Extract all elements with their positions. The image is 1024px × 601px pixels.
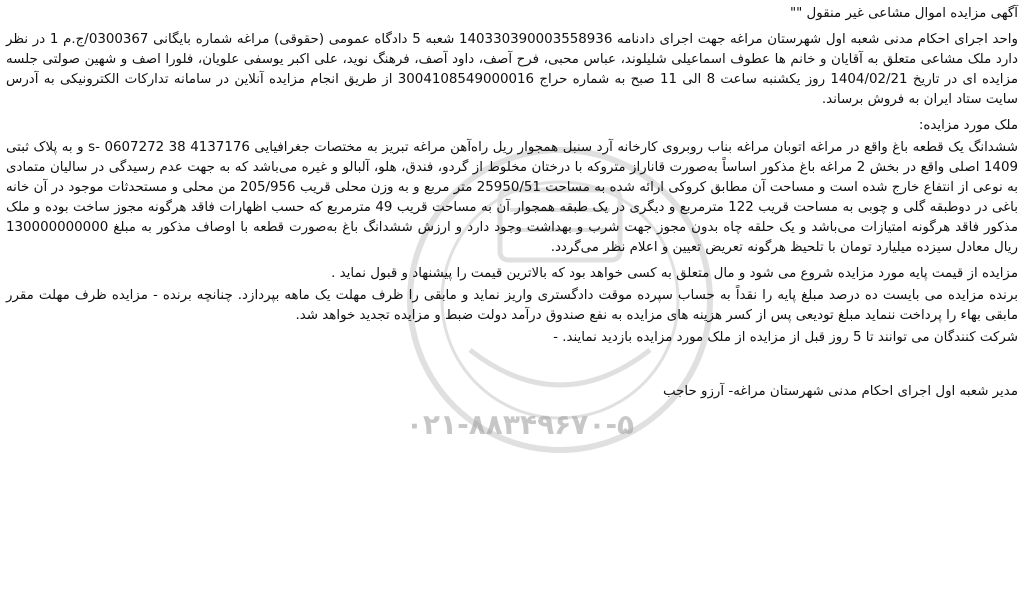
terms-paragraph-2: برنده مزایده می بایست ده درصد مبلغ پایه را نقداً به حساب سپرده موقت دادگستری واریز نماید و مابقی را ظرف مهلت یک ماهه بپردازد. چنانچه برنده - مزایده ظرف مهلت مقرر مابقی بهاء را پرداخت ننماید مبلغ تودیعی پس از کسر هزینه های مزایده به نفع صندوق درآمد دولت ضبط و مزایده تجدید خواهد شد. — [6, 288, 1018, 323]
signature-line: مدیر شعبه اول اجرای احکام مدنی شهرستان مراغه- آرزو حاجب — [662, 384, 1018, 399]
watermark-phone: ۰۲۱-۸۸۳۴۹۶۷۰-۵ — [405, 408, 635, 441]
terms-paragraph-1: مزایده از قیمت پایه مورد مزایده شروع می شود و مال متعلق به کسی خواهد بود که بالاترین قیمت را پیشنهاد و قبول نماید . — [331, 266, 1018, 281]
property-description: ششدانگ یک قطعه باغ واقع در مراغه اتوبان مراغه بناب روبروی کارخانه آرد سنبل همجوار ریل راه‌آهن مراغه تبریز به مختصات جغرافیایی 4137176 s- 0607272 38 و به پلاک ثبتی 1409 اصلی واقع در بخش 2 مراغه باغ مذکور اساساً به‌صورت قاناراز متروکه با درختان مخلوط از گردو، فندق، هلو، آلبالو و غیره می‌باشد که به جهت عدم رسیدگی در سالیان متمادی به نوعی از انتفاع خارج شده است و مساحت آن مطابق کروکی ارائه شده به مساحت 25950/51 متر مربع و به وزن محلی قریب 205/956 من محلی و مستحدثات موجود در آن خانه باغی در دوطبقه گلی و چوبی به مساحت قریب 122 مترمربع و دیگری در یک طبقه همجوار آن به مساحت قریب 49 مترمربع که حسب اظهارات فاقد هرگونه مجوز ساخت بوده و ملک مذکور فاقد هرگونه امتیازات می‌باشد و یک حلقه چاه بدون مجوز جهت شرب و بهداشت وجود دارد و ارزش ششدانگ باغ به‌صورت قطعه با اوصاف مذکور به مبلغ 130000000000 ریال معادل سیزده میلیارد تومان با تلحیظ هرگونه تعریض تعیین و اعلام نظر می‌گردد. — [6, 140, 1018, 255]
intro-paragraph: واحد اجرای احکام مدنی شعبه اول شهرستان مراغه جهت اجرای دادنامه 140330390003558936 شعبه 5 دادگاه عمومی (حقوقی) مراغه شماره بایگانی 0300367/ج.م 1 در نظر دارد ملک مشاعی متعلق به آقایان و خانم ها عطوف اسماعیلی شلیلوند، عباس محبی، فرح آصف، داود آصف، فرهنگ نوید، علی اکبر یوسفی علویان، فلورا اصف و شهین صولتی جلسه مزایده ای در تاریخ 1404/02/21 روز یکشنبه ساعت 8 الی 11 صبح به شماره حراج 3004108549000016 از طریق انجام مزایده آنلاین در سامانه تدارکات الکترونیکی به آدرس سایت ستاد ایران به فروش برساند. — [6, 32, 1019, 107]
notice-title: آگهی مزایده اموال مشاعی غیر منقول "" — [789, 6, 1018, 21]
terms-paragraph-3: شرکت کنندگان می توانند تا 5 روز قبل از مزایده از ملک مورد مزایده بازدید نمایند. - — [553, 330, 1018, 345]
auction-notice — [6, 4, 1018, 596]
subject-heading: ملک مورد مزایده: — [918, 118, 1018, 133]
